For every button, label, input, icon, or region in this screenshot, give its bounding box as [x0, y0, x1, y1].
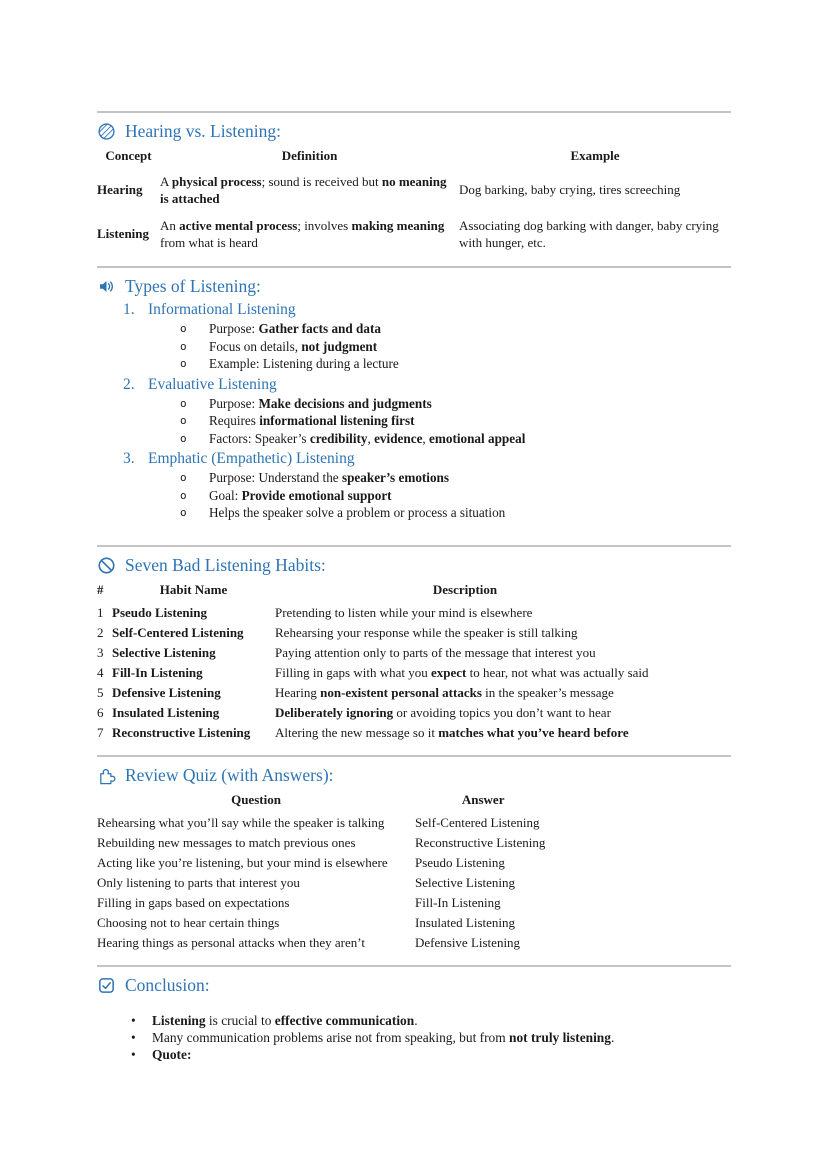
- question-cell: Choosing not to hear certain things: [97, 914, 280, 930]
- habit-name-cell: Fill-In Listening: [112, 664, 203, 680]
- habit-description-cell: Altering the new message so it matches what you’ve heard before: [275, 724, 629, 740]
- type-title-text: Informational Listening: [148, 301, 296, 319]
- prohibition-icon: [97, 556, 116, 575]
- question-cell: Rebuilding new messages to match previous ones: [97, 834, 356, 850]
- type-title-text: Emphatic (Empathetic) Listening: [148, 450, 355, 468]
- hatched-circle-icon: [97, 122, 116, 141]
- section-heading-habits: [97, 555, 731, 576]
- puzzle-icon: [97, 766, 116, 785]
- section-types-of-listening: [97, 276, 731, 547]
- table-row: [97, 873, 551, 893]
- section-heading-hearing: [97, 121, 731, 142]
- habit-number-cell: 1: [97, 604, 104, 620]
- type-title: [97, 376, 731, 394]
- section-title-text: Conclusion:: [125, 974, 210, 995]
- speaker-icon: [97, 277, 116, 296]
- table-row: [97, 663, 731, 683]
- section-divider: [97, 111, 731, 113]
- sub-bullet: [97, 339, 731, 356]
- question-cell: Only listening to parts that interest you: [97, 874, 300, 890]
- column-header-question: Question: [231, 791, 281, 807]
- circle-bullet-marker: o: [180, 506, 187, 520]
- table-row: [97, 703, 731, 723]
- table-row: [97, 853, 551, 873]
- type-item: [97, 301, 731, 373]
- hearing-table: [97, 146, 731, 256]
- section-bad-habits: [97, 555, 731, 757]
- conclusion-bullet: [97, 1046, 731, 1063]
- section-title-text: Seven Bad Listening Habits:: [125, 554, 326, 575]
- sub-bullet: [97, 505, 731, 522]
- quiz-table-header: [97, 790, 551, 813]
- type-sub-bullets: [97, 470, 731, 522]
- section-divider: [97, 266, 731, 268]
- habits-table-body: [97, 603, 731, 743]
- sub-bullet-text: Goal: Provide emotional support: [209, 487, 392, 503]
- section-heading-conclusion: [97, 975, 731, 996]
- circle-bullet-marker: o: [180, 357, 187, 371]
- type-item: [97, 450, 731, 522]
- section-title-text: Review Quiz (with Answers):: [125, 764, 334, 785]
- hearing-table-header: [97, 146, 731, 169]
- question-cell: Hearing things as personal attacks when they aren’t: [97, 934, 365, 950]
- circle-bullet-marker: o: [180, 339, 187, 353]
- section-hearing-vs-listening: [97, 121, 731, 268]
- circle-bullet-marker: o: [180, 322, 187, 336]
- type-number: 1.: [123, 301, 135, 319]
- column-header-example: Example: [570, 148, 620, 163]
- concept-cell: Hearing: [97, 182, 143, 198]
- sub-bullet: [97, 321, 731, 338]
- habit-number-cell: 6: [97, 704, 104, 720]
- section-divider: [97, 965, 731, 967]
- habit-number-cell: 2: [97, 624, 104, 640]
- sub-bullet: [97, 356, 731, 373]
- habit-description-cell: Rehearsing your response while the speaker is still talking: [275, 624, 578, 640]
- answer-cell: Self-Centered Listening: [415, 814, 540, 830]
- habit-description-cell: Filling in gaps with what you expect to hear, not what was actually said: [275, 664, 649, 680]
- question-cell: Acting like you’re listening, but your mind is elsewhere: [97, 854, 388, 870]
- types-list: [97, 301, 731, 522]
- circle-bullet-marker: o: [180, 488, 187, 502]
- section-heading-quiz: [97, 765, 731, 786]
- sub-bullet-text: Purpose: Make decisions and judgments: [209, 395, 432, 411]
- table-row: [97, 643, 731, 663]
- section-divider: [97, 755, 731, 757]
- header-row: [97, 790, 551, 813]
- habit-name-cell: Reconstructive Listening: [112, 724, 251, 740]
- habit-description-cell: Deliberately ignoring or avoiding topics you don’t want to hear: [275, 704, 611, 720]
- quiz-table-body: [97, 813, 551, 953]
- habit-number-cell: 5: [97, 684, 104, 700]
- question-cell: Filling in gaps based on expectations: [97, 894, 290, 910]
- answer-cell: Reconstructive Listening: [415, 834, 546, 850]
- table-row: [97, 893, 551, 913]
- type-title-text: Evaluative Listening: [148, 375, 277, 393]
- dot-bullet-marker: •: [131, 1012, 136, 1028]
- circle-bullet-marker: o: [180, 396, 187, 410]
- sub-bullet: [97, 431, 731, 448]
- answer-cell: Selective Listening: [415, 874, 516, 890]
- column-header-concept: Concept: [105, 148, 152, 163]
- checkbox-icon: [97, 976, 116, 995]
- sub-bullet-text: Focus on details, not judgment: [209, 338, 378, 354]
- column-header-answer: Answer: [461, 791, 505, 807]
- sub-bullet-text: Example: Listening during a lecture: [209, 356, 399, 372]
- column-header-habit-name: Habit Name: [159, 581, 228, 597]
- hearing-table-body: [97, 169, 731, 257]
- type-title: [97, 301, 731, 319]
- sub-bullet-text: Purpose: Gather facts and data: [209, 321, 381, 337]
- circle-bullet-marker: o: [180, 431, 187, 445]
- column-header-definition: Definition: [281, 148, 338, 163]
- conclusion-text: Listening is crucial to effective communication.: [152, 1012, 418, 1028]
- habit-name-cell: Pseudo Listening: [112, 604, 207, 620]
- example-cell: Dog barking, baby crying, tires screeching: [459, 182, 681, 198]
- habit-name-cell: Self-Centered Listening: [112, 624, 244, 640]
- table-row: [97, 813, 551, 833]
- table-row: [97, 623, 731, 643]
- sub-bullet-text: Helps the speaker solve a problem or process a situation: [209, 505, 506, 521]
- definition-cell: A physical process; sound is received but no meaning is attached: [160, 173, 447, 206]
- habit-description-cell: Pretending to listen while your mind is elsewhere: [275, 604, 533, 620]
- habit-name-cell: Selective Listening: [112, 644, 216, 660]
- example-cell: Associating dog barking with danger, baby crying with hunger, etc.: [459, 217, 719, 250]
- habit-name-cell: Defensive Listening: [112, 684, 221, 700]
- type-sub-bullets: [97, 396, 731, 448]
- type-number: 2.: [123, 375, 135, 393]
- type-number: 3.: [123, 450, 135, 468]
- sub-bullet: [97, 413, 731, 430]
- header-row: [97, 580, 731, 603]
- sub-bullet: [97, 470, 731, 487]
- type-item: [97, 376, 731, 448]
- habit-description-cell: Hearing non-existent personal attacks in the speaker’s message: [275, 684, 614, 700]
- column-header-description: Description: [432, 581, 498, 597]
- answer-cell: Insulated Listening: [415, 914, 516, 930]
- habit-number-cell: 7: [97, 724, 104, 740]
- section-divider: [97, 545, 731, 547]
- section-conclusion: [97, 975, 731, 1064]
- circle-bullet-marker: o: [180, 414, 187, 428]
- circle-bullet-marker: o: [180, 471, 187, 485]
- conclusion-list: [97, 1012, 731, 1064]
- question-cell: Rehearsing what you’ll say while the speaker is talking: [97, 814, 385, 830]
- section-title-text: Hearing vs. Listening:: [125, 121, 282, 141]
- table-row: [97, 683, 731, 703]
- habit-number-cell: 4: [97, 664, 104, 680]
- type-sub-bullets: [97, 321, 731, 373]
- conclusion-bullet: [97, 1012, 731, 1029]
- table-row: [97, 833, 551, 853]
- quiz-table: [97, 790, 551, 953]
- section-review-quiz: [97, 765, 731, 967]
- spacer: [97, 523, 731, 545]
- sub-bullet-text: Requires informational listening first: [209, 413, 415, 429]
- table-row: [97, 603, 731, 623]
- answer-cell: Pseudo Listening: [415, 854, 505, 870]
- habit-name-cell: Insulated Listening: [112, 704, 220, 720]
- definition-cell: An active mental process; involves making meaning from what is heard: [160, 217, 445, 250]
- habit-number-cell: 3: [97, 644, 104, 660]
- sub-bullet-text: Factors: Speaker’s credibility, evidence, emotional appeal: [209, 430, 526, 446]
- answer-cell: Defensive Listening: [415, 934, 521, 950]
- sub-bullet: [97, 396, 731, 413]
- section-title-text: Types of Listening:: [125, 276, 261, 297]
- conclusion-text: Many communication problems arise not from speaking, but from not truly listening.: [152, 1029, 615, 1045]
- table-row: [97, 913, 551, 933]
- concept-cell: Listening: [97, 226, 150, 242]
- table-row: [97, 213, 731, 257]
- dot-bullet-marker: •: [131, 1047, 136, 1063]
- table-row: [97, 933, 551, 953]
- sub-bullet: [97, 488, 731, 505]
- table-row: [97, 723, 731, 743]
- conclusion-bullet: [97, 1029, 731, 1046]
- conclusion-text: Quote:: [152, 1047, 192, 1063]
- table-row: [97, 169, 731, 213]
- sub-bullet-text: Purpose: Understand the speaker’s emotions: [209, 470, 450, 486]
- section-heading-types: [97, 276, 731, 297]
- dot-bullet-marker: •: [131, 1029, 136, 1045]
- habit-description-cell: Paying attention only to parts of the message that interest you: [275, 644, 596, 660]
- column-header-number: #: [97, 581, 104, 597]
- habits-table-header: [97, 580, 731, 603]
- header-row: [97, 146, 731, 169]
- type-title: [97, 450, 731, 468]
- answer-cell: Fill-In Listening: [415, 894, 501, 910]
- habits-table: [97, 580, 731, 743]
